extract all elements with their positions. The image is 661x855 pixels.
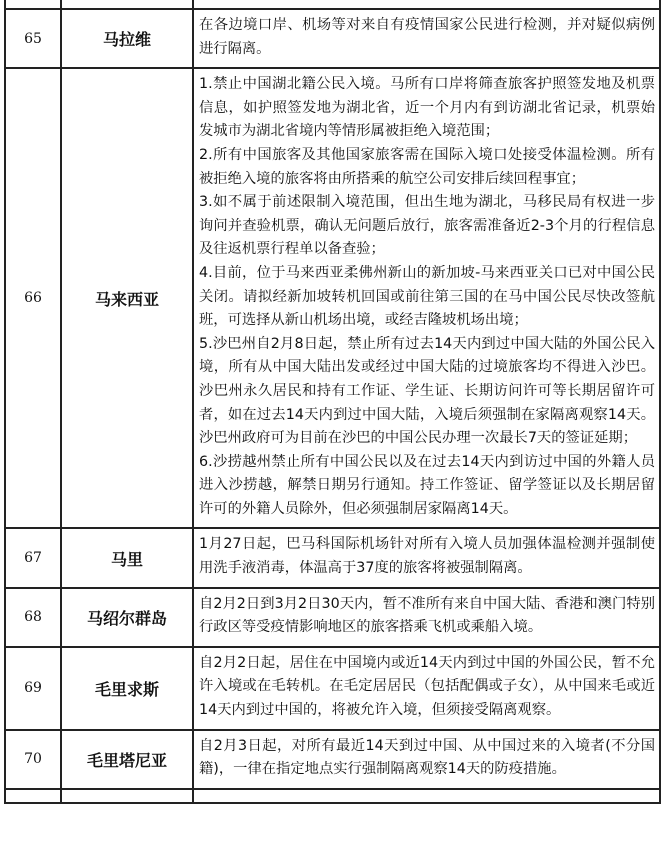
policy-paragraph: 自2月2日到3月2日30天内，暂不准所有来自中国大陆、香港和澳门特别行政区等受疫情影响地区的旅客搭乘飞机或乘船入境。 bbox=[199, 595, 655, 636]
policy-text bbox=[193, 9, 660, 68]
row-number: 66 bbox=[5, 68, 61, 528]
policy-paragraph: 自2月2日起，居住在中国境内或近14天内到过中国的外国公民，暂不允许入境或在毛转机。在毛定居居民（包括配偶或子女），从中国来毛或近14天内到过中国的，将被允许入境，但须接受隔离观察。 bbox=[199, 654, 655, 719]
row-number: 70 bbox=[5, 730, 61, 789]
country-name: 毛里塔尼亚 bbox=[61, 730, 193, 789]
row-number: 65 bbox=[5, 9, 61, 68]
policy-paragraph: 3.如不属于前述限制入境范围，但出生地为湖北，马移民局有权进一步询问并查验机票，确认无问题后放行，旅客需准备近2-3个月的行程信息及往返机票行程单以备查验； bbox=[199, 194, 655, 258]
table-row bbox=[5, 588, 660, 647]
policy-paragraph: 6.沙捞越州禁止所有中国公民以及在过去14天内到访过中国的外籍人员进入沙捞越，解禁日期另行通知。持工作签证、留学签证以及长期居留许可的外籍人员除外，但必须强制居家隔离14天。 bbox=[199, 453, 655, 517]
country-policy-table bbox=[4, 0, 661, 804]
country-name: 毛里求斯 bbox=[61, 647, 193, 730]
country-name: 马里 bbox=[61, 528, 193, 587]
country-name: 马来西亚 bbox=[61, 68, 193, 528]
policy-text bbox=[193, 588, 660, 647]
row-number: 67 bbox=[5, 528, 61, 587]
row-number: 69 bbox=[5, 647, 61, 730]
table-row-partial-bottom bbox=[5, 789, 660, 803]
country-name: 马绍尔群岛 bbox=[61, 588, 193, 647]
policy-text bbox=[193, 68, 660, 528]
policy-paragraph: 1.禁止中国湖北籍公民入境。马所有口岸将筛查旅客护照签发地及机票信息，如护照签发地为湖北省，近一个月内有到访湖北省记录，机票始发城市为湖北省境内等情形属被拒绝入境范围； bbox=[199, 76, 655, 140]
table-row-partial-top bbox=[5, 0, 660, 9]
country-name: 马拉维 bbox=[61, 9, 193, 68]
table-row bbox=[5, 528, 660, 587]
policy-paragraph: 2.所有中国旅客及其他国家旅客需在国际入境口处接受体温检测。所有被拒绝入境的旅客将由所搭乘的航空公司安排后续回程事宜； bbox=[199, 146, 655, 187]
policy-paragraph: 5.沙巴州自2月8日起，禁止所有过去14天内到过中国大陆的外国公民入境，所有从中国大陆出发或经过中国大陆的过境旅客均不得进入沙巴。沙巴州永久居民和持有工作证、学生证、长期访问许可等长期居留许可者，如在过去14天内到过中国大陆，入境后须强制在家隔离观察14天。沙巴州政府可为目前在沙巴的中国公民办理一次最长7天的签证延期； bbox=[199, 335, 655, 447]
table-row bbox=[5, 9, 660, 68]
policy-paragraph: 自2月3日起，对所有最近14天到过中国、从中国过来的入境者(不分国籍)，一律在指定地点实行强制隔离观察14天的防疫措施。 bbox=[199, 737, 655, 778]
policy-text bbox=[193, 730, 660, 789]
row-number: 68 bbox=[5, 588, 61, 647]
policy-text bbox=[193, 528, 660, 587]
table-row bbox=[5, 730, 660, 789]
table-row bbox=[5, 68, 660, 528]
policy-paragraph: 1月27日起，巴马科国际机场针对所有入境人员加强体温检测并强制使用洗手液消毒，体温高于37度的旅客将被强制隔离。 bbox=[199, 536, 655, 577]
table-row bbox=[5, 647, 660, 730]
policy-text bbox=[193, 647, 660, 730]
policy-paragraph: 4.目前，位于马来西亚柔佛州新山的新加坡-马来西亚关口已对中国公民关闭。请拟经新加坡转机回国或前往第三国的在马中国公民尽快改签航班，可选择从新山机场出境，或经吉隆坡机场出境； bbox=[199, 264, 655, 329]
policy-paragraph: 在各边境口岸、机场等对来自有疫情国家公民进行检测，并对疑似病例进行隔离。 bbox=[199, 17, 655, 57]
